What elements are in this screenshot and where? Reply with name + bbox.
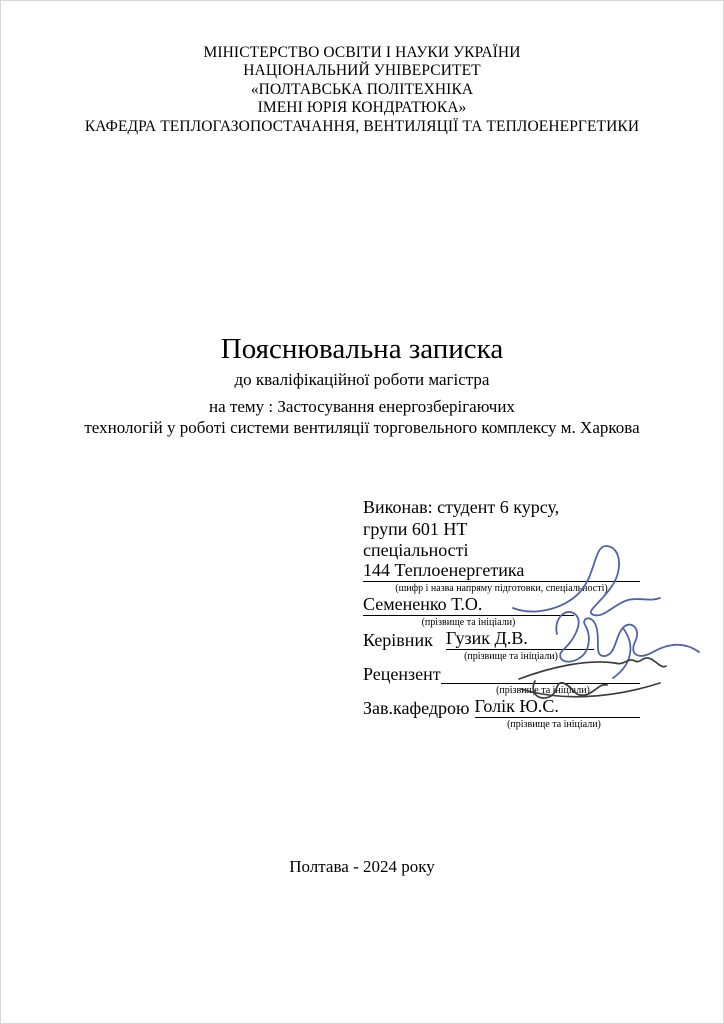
reviewer-caption: (прізвище та ініціали): [496, 685, 590, 696]
executor-line-1: Виконав: студент 6 курсу,: [363, 497, 560, 517]
university-line: НАЦІОНАЛЬНИЙ УНІВЕРСИТЕТ: [243, 62, 481, 80]
executor-block: [363, 496, 640, 731]
page-title: Пояснювальна записка: [220, 333, 504, 365]
department-head-label: Зав.кафедрою: [363, 698, 470, 718]
topic-line-2: технологій у роботі системи вентиляції торговельного комплексу м. Харкова: [84, 418, 640, 437]
supervisor-label: Керівник: [363, 630, 433, 650]
student-name-caption: (прізвище та ініціали): [421, 617, 516, 628]
university-name-line1: «ПОЛТАВСЬКА ПОЛІТЕХНІКА: [250, 80, 474, 98]
page-subtitle: до кваліфікаційної роботи магістра: [234, 370, 490, 389]
university-header: [0, 44, 724, 136]
specialty-caption: (шифр і назва напряму підготовки, спеціальності): [395, 583, 608, 594]
ministry-line: МІНІСТЕРСТВО ОСВІТИ І НАУКИ УКРАЇНИ: [203, 44, 521, 61]
department-head-caption: (прізвище та ініціали): [507, 719, 601, 730]
supervisor-caption: (прізвище та ініціали): [464, 651, 558, 662]
university-name-line2: ІМЕНІ ЮРІЯ КОНДРАТЮКА»: [257, 99, 467, 117]
supervisor-name: Гузик Д.В.: [446, 629, 594, 650]
reviewer-row: [363, 663, 640, 685]
student-name-row: [363, 595, 640, 617]
reviewer-name-blank: [441, 663, 640, 684]
specialty-value: 144 Теплоенергетика: [363, 561, 640, 582]
reviewer-label: Рецензент: [363, 664, 441, 684]
topic-line-1: на тему : Застосування енергозберігаючих: [209, 397, 515, 416]
supervisor-row: [363, 629, 640, 651]
executor-line-2: групи 601 НТ: [363, 519, 468, 539]
executor-line-3: спеціальності: [363, 540, 469, 560]
specialty-row: [363, 561, 640, 583]
department-line: КАФЕДРА ТЕПЛОГАЗОПОСТАЧАННЯ, ВЕНТИЛЯЦІЇ ТА ТЕПЛОЕНЕРГЕТИКИ: [84, 117, 640, 135]
student-name: Семененко Т.О.: [363, 595, 574, 616]
department-head-name: Голік Ю.С.: [475, 697, 641, 718]
department-head-row: [363, 697, 640, 719]
city-year-line: Полтава - 2024 року: [289, 857, 435, 876]
